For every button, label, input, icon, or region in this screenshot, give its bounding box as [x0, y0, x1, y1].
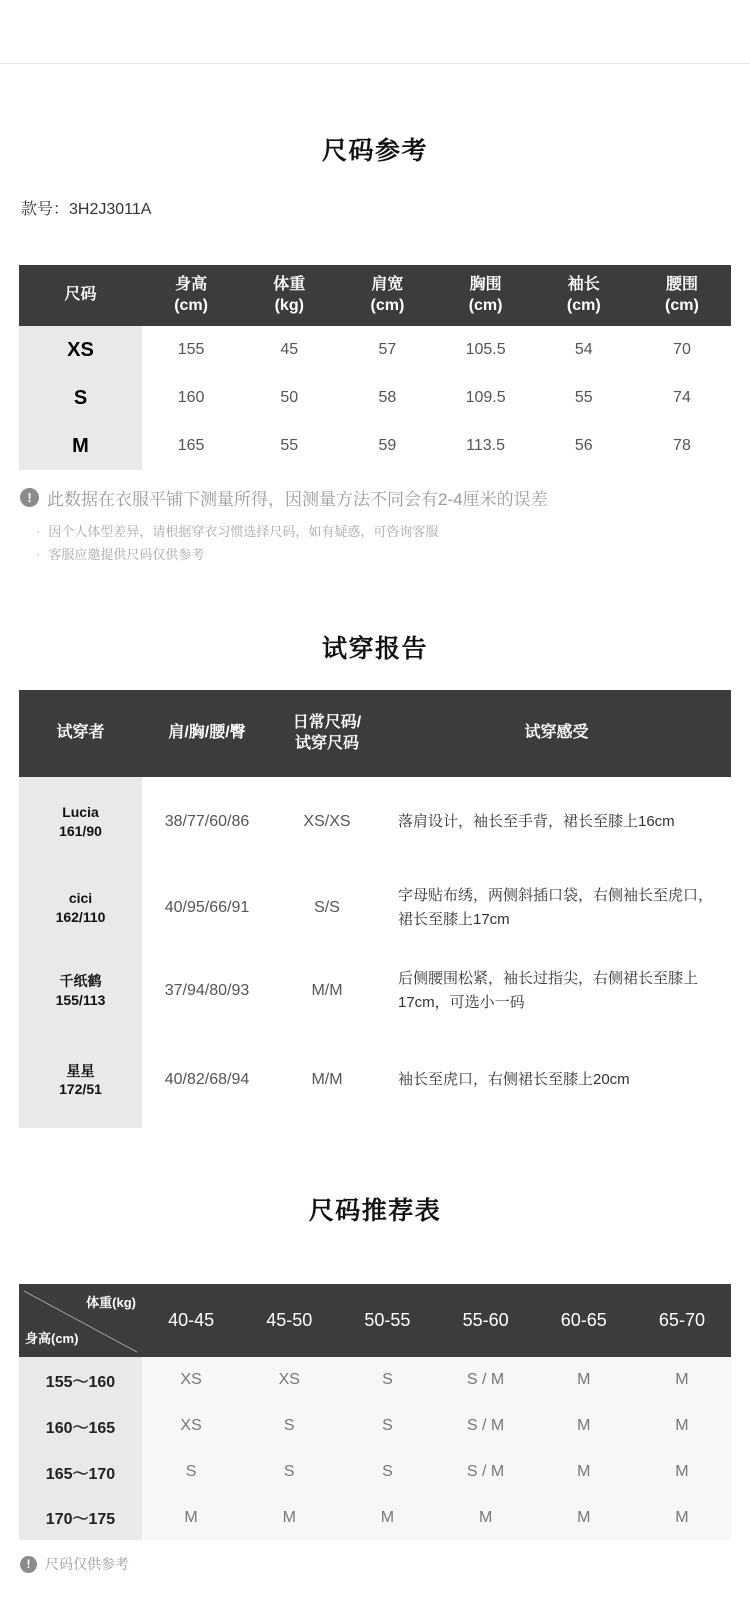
feel-cell: [382, 1032, 731, 1128]
recommended-size-cell: S: [283, 1463, 295, 1480]
size-row-s: [19, 374, 731, 422]
fitting-table-body: [19, 777, 731, 1128]
size-value-cell: 109.5: [465, 389, 506, 406]
size-value-cell: 113.5: [466, 437, 506, 454]
tester-name: 星星: [66, 1062, 95, 1079]
recommendation-row: [19, 1357, 731, 1403]
height-range-cell: 160～165: [19, 1403, 142, 1449]
height-range-cell: 165～170: [19, 1449, 142, 1495]
header-unit: (cm): [370, 296, 405, 314]
try-size-cell: S/S: [314, 898, 340, 916]
recommended-size-cell: M: [577, 1417, 591, 1434]
header-cell-weight: [240, 265, 338, 326]
exclamation-icon: !: [20, 488, 39, 507]
recommendation-row: [19, 1403, 731, 1449]
recommended-size-cell: S / M: [466, 1417, 505, 1434]
header-cell-size: [19, 265, 142, 326]
measurements-cell: 38/77/60/86: [164, 812, 250, 830]
tester-stats: 172/51: [59, 1081, 102, 1097]
size-value-cell: 78: [673, 437, 691, 454]
size-value-cell: 56: [574, 437, 593, 454]
try-size-cell: M/M: [311, 1071, 343, 1088]
recommended-size-cell: XS: [278, 1371, 300, 1388]
size-row-m: [19, 422, 731, 470]
size-value-cell: 58: [378, 389, 397, 406]
header-cell-waist: [633, 265, 731, 326]
recommended-size-cell: M: [478, 1508, 493, 1526]
header-label: 试穿尺码: [294, 734, 359, 752]
header-cell-sleeve: [535, 265, 633, 326]
header-cell-feel: 试穿感受: [524, 724, 589, 742]
recommended-size-cell: M: [675, 1463, 689, 1480]
corner-weight-label: 体重(kg): [86, 1295, 136, 1310]
weight-range-cell: 65-70: [658, 1309, 705, 1330]
size-value-cell: 70: [673, 341, 691, 358]
fitting-report-title: 试穿报告: [321, 635, 428, 663]
fitting-table-header-row: [19, 690, 731, 777]
reference-note: [20, 1554, 129, 1574]
tester-name: Lucia: [62, 804, 99, 821]
measurements-cell: 40/95/66/91: [164, 898, 250, 916]
size-value-cell: 55: [280, 437, 299, 454]
recommendation-header-row: [19, 1284, 731, 1357]
size-label-cell: S: [19, 374, 142, 422]
reference-note-text: 尺码仅供参考: [45, 1556, 129, 1572]
weight-range-cell: 45-50: [266, 1309, 313, 1330]
size-value-cell: 55: [574, 389, 593, 406]
recommended-size-cell: M: [675, 1371, 689, 1388]
tester-stats: 155/113: [55, 991, 106, 1008]
size-value-cell: 45: [280, 341, 299, 358]
try-size-cell: XS/XS: [303, 812, 351, 830]
tester-cell: [19, 866, 142, 949]
size-value-cell: 50: [280, 389, 299, 406]
size-value-cell: 155: [177, 341, 205, 358]
feel-text: 字母贴布绣，两侧斜插口袋，右侧袖长至虎口，裙长至膝上17cm: [398, 887, 714, 928]
header-label: 尺码: [64, 286, 97, 304]
exclamation-icon: !: [20, 1556, 37, 1573]
header-label: 日常尺码/: [292, 713, 362, 731]
recommended-size-cell: S: [283, 1417, 295, 1434]
header-cell-tester: 试穿者: [56, 724, 105, 742]
style-number: 款号：3H2J3011A: [21, 201, 152, 218]
corner-cell: [19, 1284, 142, 1357]
height-range-cell: 155～160: [19, 1357, 142, 1403]
tester-stats: 162/110: [55, 908, 106, 925]
recommended-size-cell: S / M: [466, 1371, 505, 1388]
tester-cell: [19, 777, 142, 866]
size-value-cell: 74: [673, 389, 691, 406]
size-table-body: [19, 326, 731, 470]
corner-height-label: 身高(cm): [25, 1331, 79, 1347]
recommended-size-cell: M: [380, 1508, 395, 1526]
recommended-size-cell: S: [382, 1371, 393, 1388]
fitting-row: [19, 1032, 731, 1128]
size-table-header-row: [19, 265, 731, 326]
recommended-size-cell: XS: [180, 1371, 202, 1388]
recommended-size-cell: M: [577, 1463, 591, 1480]
header-cell-body-measurements: 肩/胸/腰/臀: [168, 724, 246, 742]
recommended-size-cell: M: [577, 1508, 591, 1526]
tester-name: 千纸鹤: [59, 973, 102, 990]
header-cell-bust: [437, 265, 535, 326]
size-row-xs: [19, 326, 731, 374]
header-label: 袖长: [567, 275, 600, 293]
header-unit: (cm): [665, 296, 699, 314]
recommended-size-cell: M: [577, 1371, 591, 1388]
size-reference-title: 尺码参考: [321, 137, 428, 165]
tester-cell: [19, 949, 142, 1032]
recommended-size-cell: M: [282, 1508, 296, 1526]
feel-text: 落肩设计，袖长至手背，裙长至膝上16cm: [398, 812, 675, 830]
measurements-cell: 37/94/80/93: [164, 981, 250, 999]
fitting-row: [19, 777, 731, 866]
recommended-size-cell: M: [184, 1508, 198, 1526]
header-label: 身高: [175, 275, 208, 293]
size-value-cell: 54: [574, 341, 593, 358]
section-divider: [0, 63, 750, 64]
measurement-note-text: 此数据在衣服平铺下测量所得，因测量方法不同会有2-4厘米的误差: [47, 490, 548, 509]
fitting-table: [19, 690, 731, 1128]
tester-stats: 161/90: [59, 822, 102, 839]
size-value-cell: 59: [378, 437, 397, 454]
recommendation-row: [19, 1449, 731, 1495]
weight-range-cell: 60-65: [560, 1309, 607, 1330]
recommended-size-cell: S: [185, 1463, 197, 1480]
size-label-cell: M: [19, 422, 142, 470]
fitting-row: [19, 866, 731, 949]
size-value-cell: 165: [177, 437, 205, 454]
header-label: 腰围: [665, 275, 698, 293]
header-label: 体重: [273, 275, 306, 293]
header-cell-height: [142, 265, 240, 326]
tester-name: cici: [68, 890, 93, 907]
recommended-size-cell: XS: [180, 1417, 202, 1434]
header-cell-try-size: [272, 690, 382, 777]
feel-text: 后侧腰围松紧，袖长过指尖，右侧裙长至膝上17cm，可选小一码: [398, 970, 699, 1011]
header-unit: (cm): [174, 296, 208, 314]
weight-range-cell: 40-45: [168, 1309, 215, 1330]
size-label-cell: XS: [19, 326, 142, 374]
feel-cell: [382, 949, 731, 1032]
height-range-cell: 170～175: [19, 1495, 142, 1540]
weight-range-cell: 50-55: [364, 1309, 411, 1330]
measurement-note: [20, 485, 548, 510]
feel-cell: [382, 866, 731, 949]
size-value-cell: 57: [378, 341, 397, 358]
recommendation-table: [19, 1284, 731, 1540]
header-unit: (cm): [468, 296, 503, 314]
feel-text: 袖长至虎口，右侧裙长至膝上20cm: [398, 1071, 630, 1089]
feel-cell: [382, 777, 731, 866]
tip-item: · 因个人体型差异，请根据穿衣习惯选择尺码，如有疑惑，可咨询客服: [36, 521, 438, 540]
header-unit: (kg): [274, 296, 304, 314]
header-unit: (cm): [566, 296, 601, 314]
size-table: [19, 265, 731, 470]
size-value-cell: 160: [177, 389, 205, 406]
recommendation-row: [19, 1495, 731, 1540]
fitting-row: [19, 949, 731, 1032]
header-cell-shoulder: [338, 265, 436, 326]
measurements-cell: 40/82/68/94: [164, 1071, 250, 1088]
recommended-size-cell: S: [382, 1417, 393, 1434]
tester-cell: [19, 1032, 142, 1128]
size-value-cell: 105.5: [465, 341, 506, 358]
try-size-cell: M/M: [311, 981, 343, 999]
recommendation-body: [19, 1357, 731, 1540]
recommended-size-cell: S / M: [466, 1463, 505, 1480]
recommended-size-cell: S: [382, 1463, 393, 1480]
header-label: 胸围: [469, 275, 502, 293]
recommended-size-cell: M: [675, 1417, 689, 1434]
weight-range-cell: 55-60: [462, 1309, 509, 1330]
recommended-size-cell: M: [675, 1508, 689, 1526]
tip-item: · 客服应邀提供尺码仅供参考: [36, 544, 204, 563]
header-label: 肩宽: [371, 275, 404, 293]
size-recommendation-title: 尺码推荐表: [308, 1197, 442, 1225]
